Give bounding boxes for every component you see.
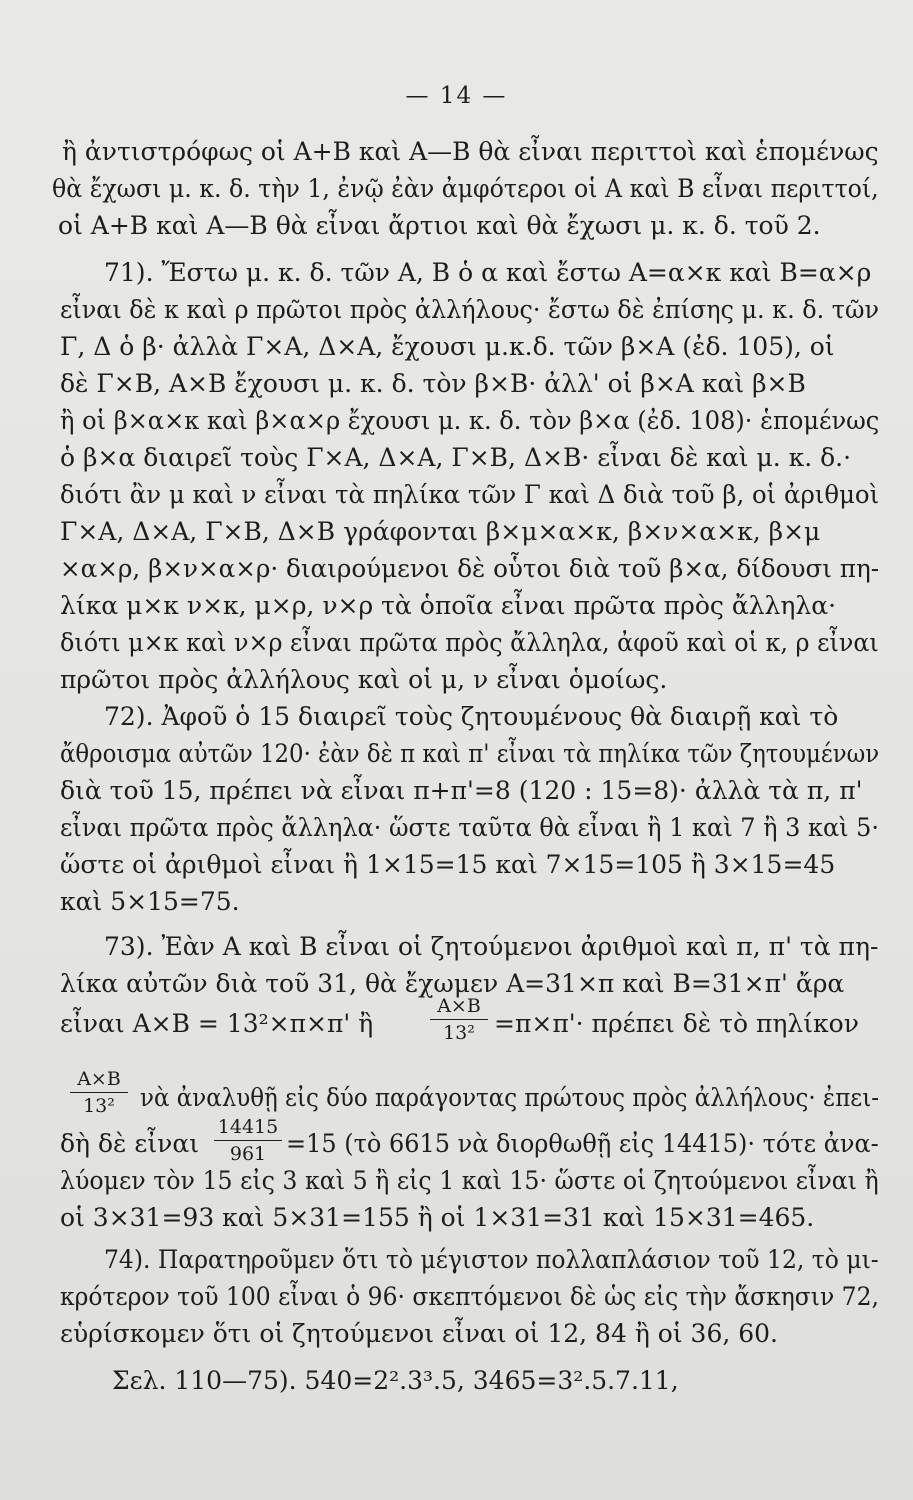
fraction-denominator: 13²: [83, 1095, 115, 1117]
text-line: εἶναι πρῶτα πρὸς ἄλληλα· ὥστε ταῦτα θὰ εἶναι ἢ 1 καὶ 7 ἢ 3 καὶ 5·: [60, 813, 880, 842]
text-line: κρότερον τοῦ 100 εἶναι ὁ 96· σκεπτόμενοι δὲ ὡς εἰς τὴν ἄσκησιν 72,: [60, 1282, 879, 1311]
text-line: Γ, Δ ὁ β· ἀλλὰ Γ×Α, Δ×Α, ἔχουσι μ.κ.δ. τῶν β×Α (ἐδ. 105), οἱ: [60, 332, 835, 361]
text-line: εἶναι Α×Β = 13²×π×π' ἢ: [60, 1009, 374, 1038]
text-line: πρῶτοι πρὸς ἀλλήλους καὶ οἱ μ, ν εἶναι ὁμοίως.: [60, 665, 668, 694]
page-number: — 14 —: [405, 83, 508, 109]
fraction-denominator: 961: [229, 1143, 267, 1165]
fraction-14415-over-961: [214, 1116, 282, 1165]
text-line: δὲ Γ×Β, Α×Β ἔχουσι μ. κ. δ. τὸν β×Β· ἀλλ' οἱ β×Α καὶ β×Β: [60, 369, 806, 398]
text-line: εὑρίσκομεν ὅτι οἱ ζητούμενοι εἶναι οἱ 12, 84 ἢ οἱ 36, 60.: [60, 1319, 779, 1348]
text-line: λύομεν τὸν 15 εἰς 3 καὶ 5 ἢ εἰς 1 καὶ 15· ὥστε οἱ ζητούμενοι εἶναι ἢ: [60, 1166, 879, 1195]
fraction-denominator: 13²: [443, 1022, 475, 1044]
text-line: διότι ἂν μ καὶ ν εἶναι τὰ πηλίκα τῶν Γ καὶ Δ διὰ τοῦ β, οἱ ἀριθμοὶ: [60, 480, 880, 509]
text-line: ἢ ἀντιστρόφως οἱ Α+Β καὶ Α—Β θὰ εἶναι περιττοὶ καὶ ἑπομένως: [62, 137, 879, 166]
exercise-74-heading-line: 74). Παρατηροῦμεν ὅτι τὸ μέγιστον πολλαπλάσιον τοῦ 12, τὸ μι-: [104, 1245, 879, 1274]
text-line: =15 (τὸ 6615 νὰ διορθωθῇ εἰς 14415)· τότε ἀνα-: [286, 1129, 879, 1158]
fraction-bar: [70, 1092, 128, 1093]
text-line: ×α×ρ, β×ν×α×ρ· διαιρούμενοι δὲ οὗτοι διὰ τοῦ β×α, δίδουσι πη-: [60, 554, 880, 583]
exercise-71-heading-line: 71). Ἔστω μ. κ. δ. τῶν Α, Β ὁ α καὶ ἔστω Α=α×κ καὶ Β=α×ρ: [104, 258, 872, 287]
text-line: διότι μ×κ καὶ ν×ρ εἶναι πρῶτα πρὸς ἄλληλα, ἀφοῦ καὶ οἱ κ, ρ εἶναι: [60, 628, 879, 657]
exercise-73-heading-line: 73). Ἐὰν Α καὶ Β εἶναι οἱ ζητούμενοι ἀριθμοὶ καὶ π, π' τὰ πη-: [104, 932, 879, 961]
text-line: λίκα μ×κ ν×κ, μ×ρ, ν×ρ τὰ ὁποῖα εἶναι πρῶτα πρὸς ἄλληλα·: [60, 591, 837, 620]
fraction-ab-over-13-squared: [70, 1068, 128, 1117]
text-line: οἱ Α+Β καὶ Α—Β θὰ εἶναι ἄρτιοι καὶ θὰ ἔχωσι μ. κ. δ. τοῦ 2.: [58, 211, 821, 240]
fraction-ab-over-13-squared: [430, 995, 488, 1044]
fraction-bar: [430, 1019, 488, 1020]
text-line: δὴ δὲ εἶναι: [60, 1129, 200, 1158]
text-line: ὥστε οἱ ἀριθμοὶ εἶναι ἢ 1×15=15 καὶ 7×15=105 ἢ 3×15=45: [60, 850, 836, 879]
text-line: ἢ οἱ β×α×κ καὶ β×α×ρ ἔχουσι μ. κ. δ. τὸν β×α (ἐδ. 108)· ἑπομένως: [60, 406, 880, 435]
text-line: ἄθροισμα αὐτῶν 120· ἐὰν δὲ π καὶ π' εἶναι τὰ πηλίκα τῶν ζητουμένων: [60, 739, 880, 768]
text-line: θὰ ἔχωσι μ. κ. δ. τὴν 1, ἐνῷ ἐὰν ἀμφότεροι οἱ Α καὶ Β εἶναι περιττοί,: [52, 174, 879, 203]
exercise-72-heading-line: 72). Ἀφοῦ ὁ 15 διαιρεῖ τοὺς ζητουμένους θὰ διαιρῇ καὶ τὸ: [104, 702, 839, 731]
text-line: νὰ ἀναλυθῇ εἰς δύο παράγοντας πρώτους πρὸς ἀλλήλους· ἐπει-: [140, 1083, 879, 1112]
fraction-bar: [214, 1140, 282, 1141]
text-line: καὶ 5×15=75.: [60, 887, 240, 916]
exercise-75-heading-line: Σελ. 110—75). 540=2².3³.5, 3465=3².5.7.11,: [112, 1366, 679, 1395]
fraction-numerator: Α×Β: [437, 995, 481, 1017]
fraction-numerator: Α×Β: [77, 1068, 121, 1090]
text-line: Γ×Α, Δ×Α, Γ×Β, Δ×Β γράφονται β×μ×α×κ, β×ν×α×κ, β×μ: [60, 517, 821, 546]
text-line: ὁ β×α διαιρεῖ τοὺς Γ×Α, Δ×Α, Γ×Β, Δ×Β· εἶναι δὲ καὶ μ. κ. δ.·: [60, 443, 852, 472]
text-line: εἶναι δὲ κ καὶ ρ πρῶτοι πρὸς ἀλλήλους· ἔστω δὲ ἐπίσης μ. κ. δ. τῶν: [60, 295, 879, 324]
text-line: διὰ τοῦ 15, πρέπει νὰ εἶναι π+π'=8 (120 : 15=8)· ἀλλὰ τὰ π, π': [60, 776, 863, 805]
fraction-numerator: 14415: [217, 1116, 279, 1138]
text-line: =π×π'· πρέπει δὲ τὸ πηλίκον: [494, 1009, 859, 1038]
text-line: λίκα αὐτῶν διὰ τοῦ 31, θὰ ἔχωμεν Α=31×π καὶ Β=31×π' ἄρα: [60, 969, 845, 998]
text-line: οἱ 3×31=93 καὶ 5×31=155 ἢ οἱ 1×31=31 καὶ 15×31=465.: [60, 1203, 815, 1232]
